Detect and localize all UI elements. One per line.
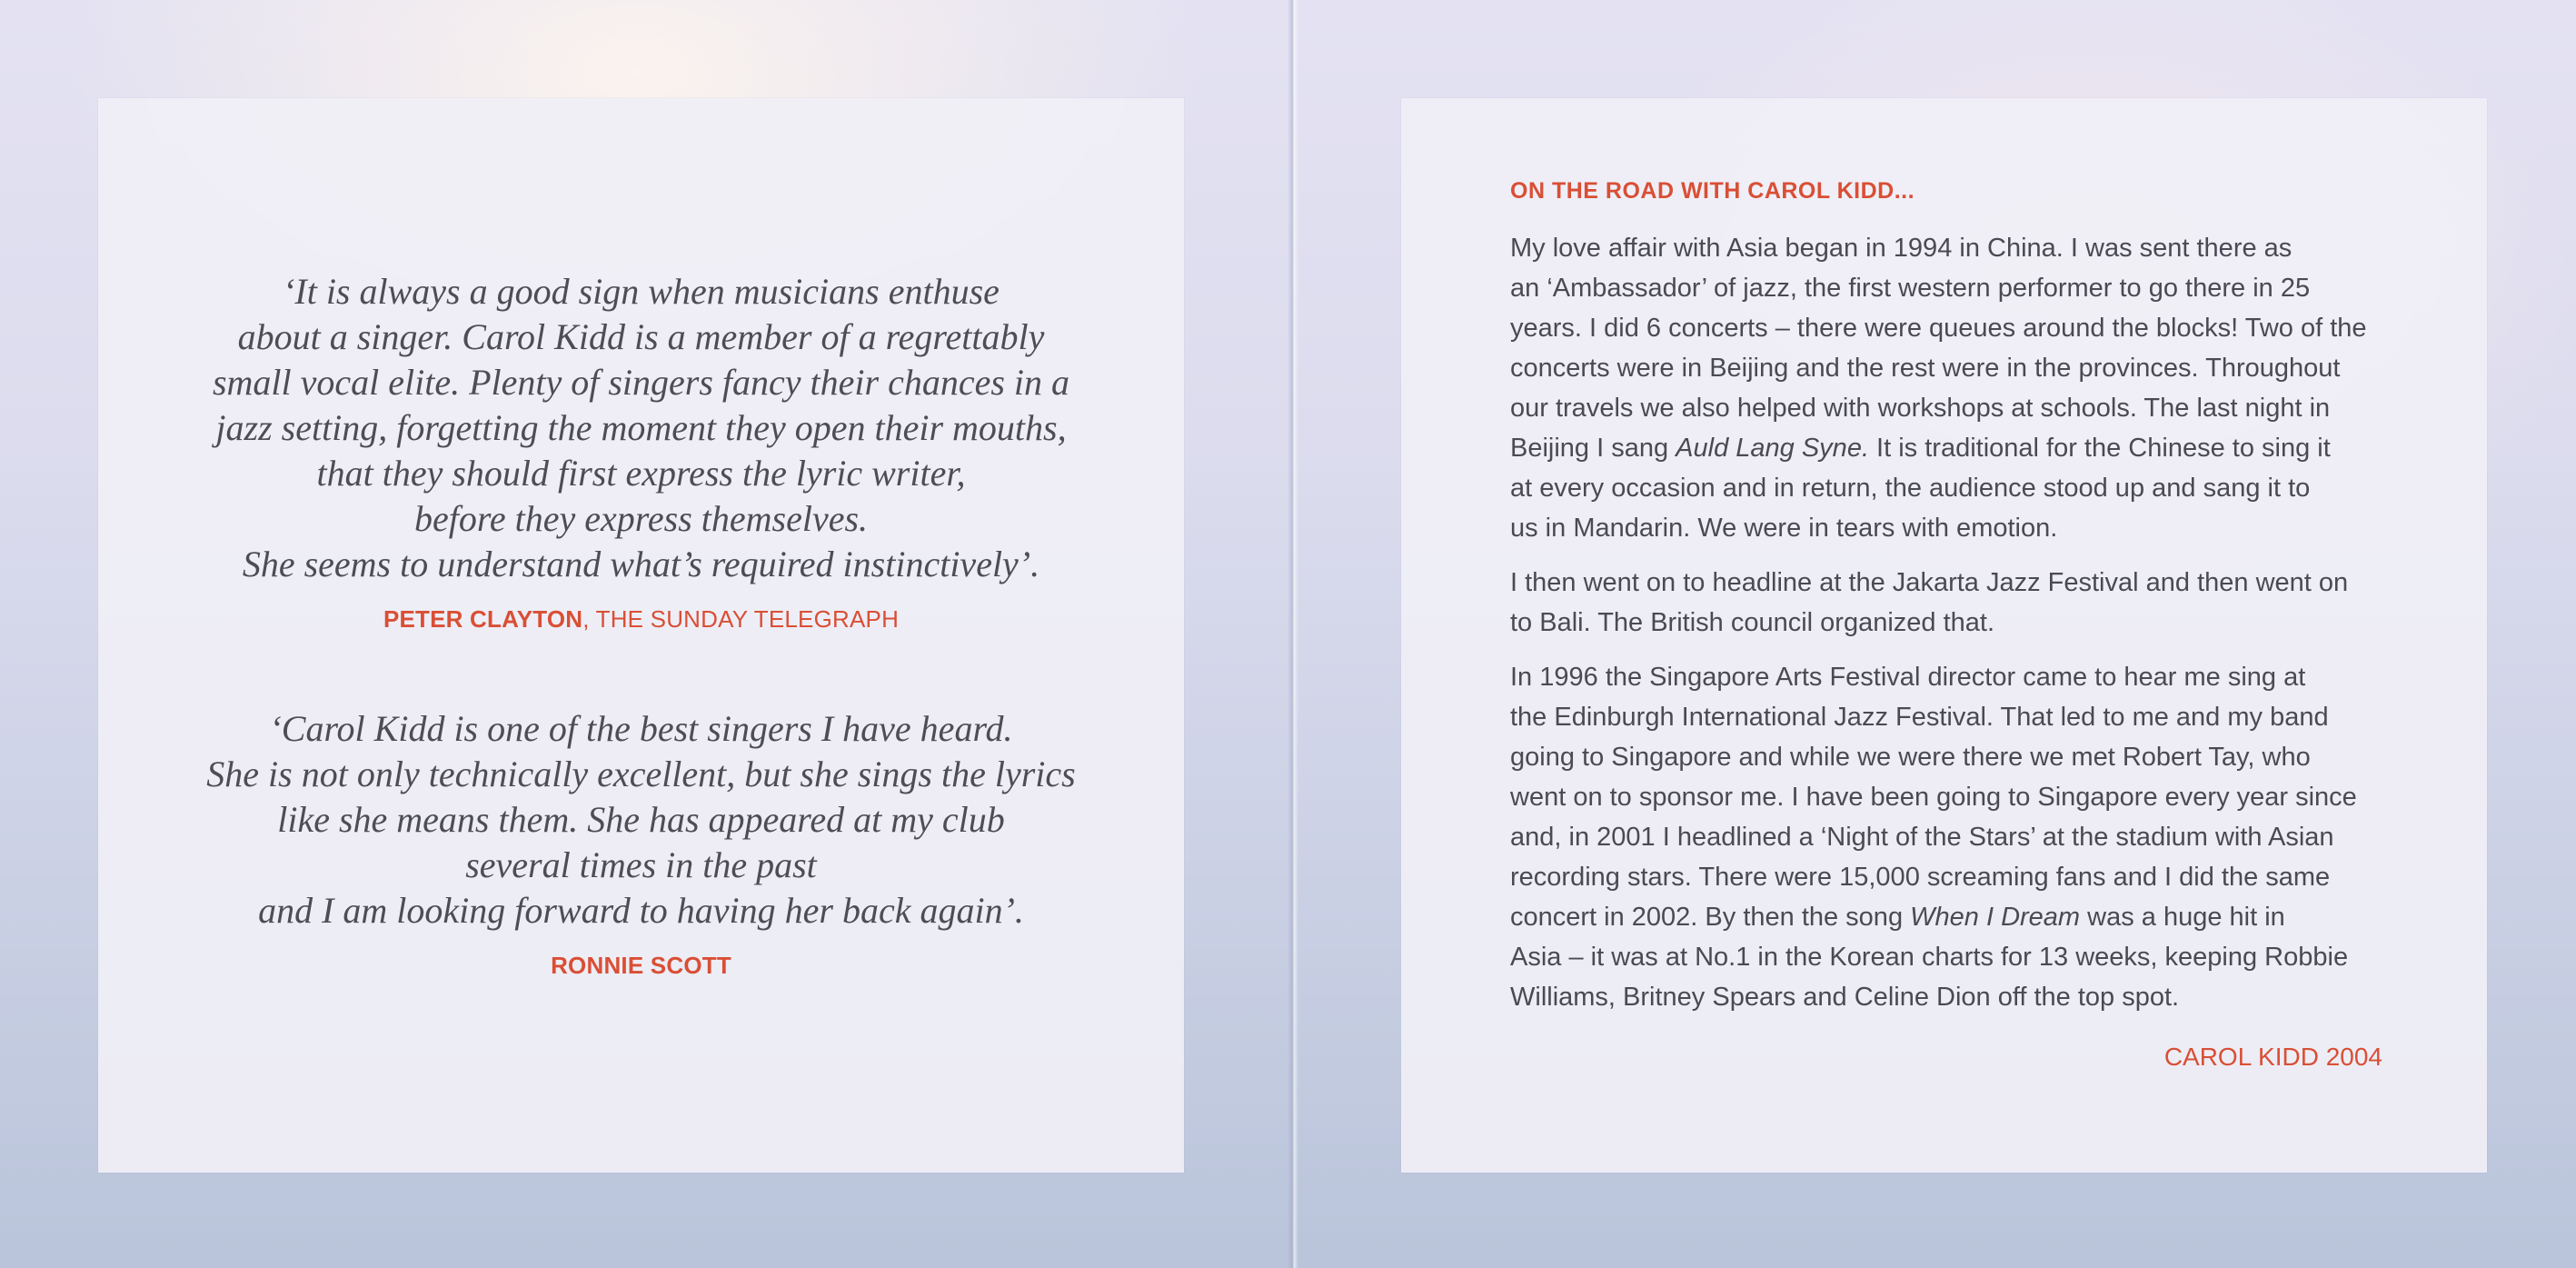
- article-signature: CAROL KIDD 2004: [2163, 1043, 2382, 1071]
- quote-line: She is not only technically excellent, but she sings the lyrics: [206, 754, 1076, 794]
- text-line: Asia – it was at No.1 in the Korean charts for 13 weeks, keeping Robbie: [1510, 943, 2349, 972]
- quote-attribution: [98, 952, 1184, 980]
- quote-attribution: [98, 605, 1184, 634]
- text-line: My love affair with Asia began in 1994 in China. I was sent there as: [1510, 234, 2293, 263]
- quote-peter-clayton: [98, 269, 1184, 634]
- quote-line: She seems to understand what’s required instinctively’.: [242, 544, 1040, 584]
- quote-line: small vocal elite. Plenty of singers fancy their chances in a: [212, 362, 1070, 403]
- attribution-author: RONNIE SCOTT: [551, 952, 731, 979]
- attribution-author: PETER CLAYTON: [383, 605, 583, 633]
- text-line: and, in 2001 I headlined a ‘Night of the Stars’ at the stadium with Asian: [1510, 823, 2334, 852]
- article-panel: [1401, 98, 2487, 1173]
- text-line: I then went on to headline at the Jakarta Jazz Festival and then went on: [1510, 568, 2349, 597]
- paragraph-china: [1510, 228, 2382, 548]
- quote-line: that they should first express the lyric writer,: [316, 453, 966, 494]
- quote-line: jazz setting, forgetting the moment they open their mouths,: [215, 407, 1067, 448]
- text-line: [1510, 428, 2382, 468]
- text-segment: It is traditional for the Chinese to sing it: [1869, 434, 2331, 463]
- text-segment: was a huge hit in: [2080, 903, 2285, 932]
- text-line: concerts were in Beijing and the rest were in the provinces. Throughout: [1510, 354, 2341, 383]
- text-line: an ‘Ambassador’ of jazz, the first western performer to go there in 25: [1510, 274, 2311, 303]
- article-body: [1510, 178, 2382, 1072]
- text-line: Williams, Britney Spears and Celine Dion off the top spot.: [1510, 983, 2180, 1012]
- quote-line: about a singer. Carol Kidd is a member of a regrettably: [237, 316, 1045, 357]
- song-title: Auld Lang Syne.: [1676, 434, 1869, 463]
- quote-line: like she means them. She has appeared at my club: [277, 799, 1005, 840]
- text-line: In 1996 the Singapore Arts Festival director came to hear me sing at: [1510, 663, 2306, 692]
- text-line: our travels we also helped with workshops at schools. The last night in: [1510, 394, 2331, 423]
- song-title: When I Dream: [1910, 903, 2081, 932]
- quote-line: ‘Carol Kidd is one of the best singers I have heard.: [269, 708, 1013, 749]
- text-line: the Edinburgh International Jazz Festival. That led to me and my band: [1510, 703, 2329, 732]
- paragraph-jakarta: [1510, 563, 2382, 643]
- article-heading: ON THE ROAD WITH CAROL KIDD...: [1510, 178, 1915, 204]
- text-line: to Bali. The British council organized that.: [1510, 608, 1995, 637]
- quote-ronnie-scott: [98, 706, 1184, 980]
- text-line: us in Mandarin. We were in tears with emotion.: [1510, 514, 2058, 543]
- booklet-fold: [1288, 0, 1298, 1268]
- text-segment: concert in 2002. By then the song: [1510, 903, 1911, 932]
- text-line: years. I did 6 concerts – there were queues around the blocks! Two of the: [1510, 314, 2367, 343]
- quote-text: [98, 706, 1184, 934]
- text-line: [1510, 897, 2382, 937]
- text-line: at every occasion and in return, the audience stood up and sang it to: [1510, 474, 2311, 503]
- quote-line: and I am looking forward to having her back again’.: [258, 890, 1024, 931]
- text-line: went on to sponsor me. I have been going to Singapore every year since: [1510, 783, 2357, 812]
- quotes-panel: [98, 98, 1184, 1173]
- paragraph-singapore: [1510, 657, 2382, 1017]
- text-line: recording stars. There were 15,000 screaming fans and I did the same: [1510, 863, 2331, 892]
- attribution-source: , THE SUNDAY TELEGRAPH: [582, 605, 900, 633]
- quote-line: ‘It is always a good sign when musicians enthuse: [283, 271, 1000, 312]
- text-segment: Beijing I sang: [1510, 434, 1676, 463]
- quote-text: [98, 269, 1184, 587]
- text-line: going to Singapore and while we were there we met Robert Tay, who: [1510, 743, 2311, 772]
- quote-line: before they express themselves.: [413, 498, 869, 539]
- quote-line: several times in the past: [465, 844, 817, 885]
